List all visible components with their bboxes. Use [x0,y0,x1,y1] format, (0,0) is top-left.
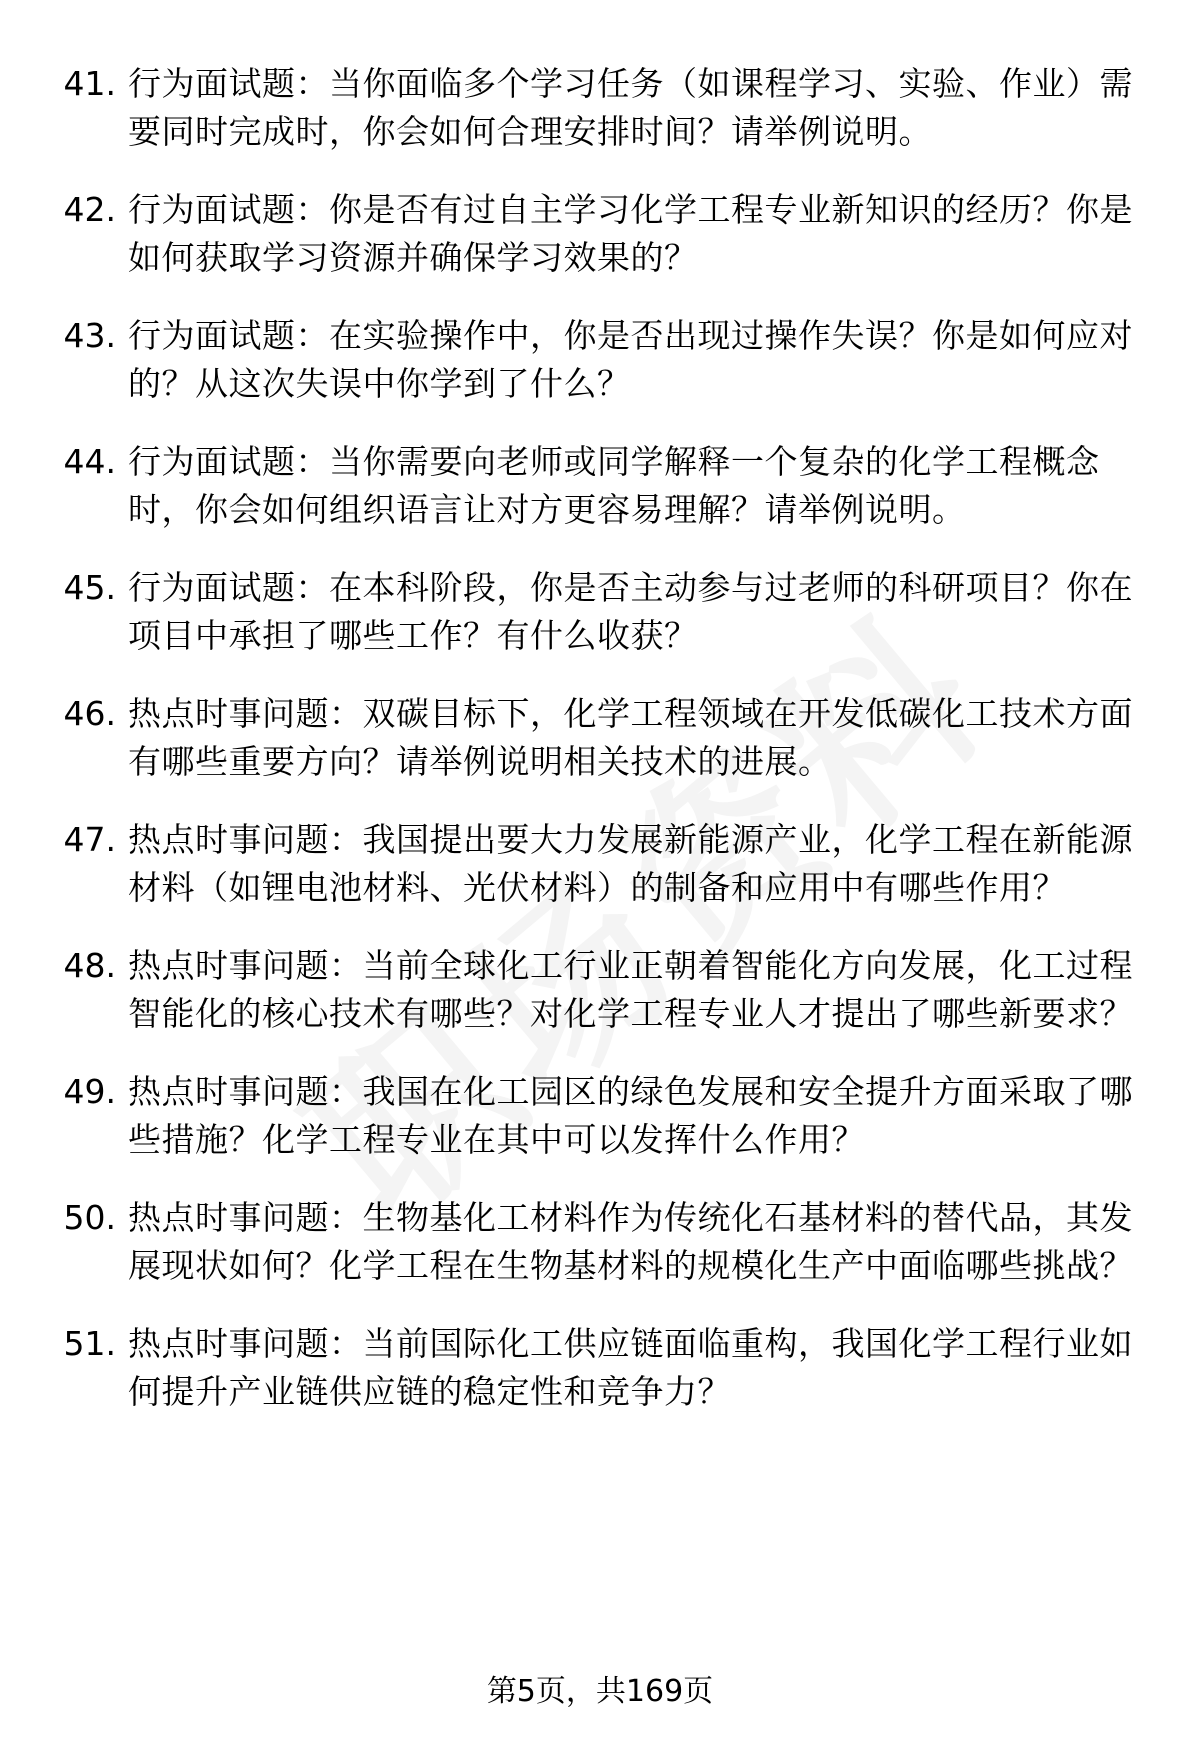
question-item [50,942,1150,1038]
question-number: 42. [63,190,116,229]
question-item [50,1068,1150,1164]
question-item [50,60,1150,156]
question-text: 行为面试题：你是否有过自主学习化学工程专业新知识的经历？你是如何获取学习资源并确保学习效果的？ [128,190,1133,277]
question-number: 45. [63,568,116,607]
question-text: 行为面试题：当你面临多个学习任务（如课程学习、实验、作业）需要同时完成时，你会如何合理安排时间？请举例说明。 [128,64,1133,151]
question-text: 热点时事问题：当前国际化工供应链面临重构，我国化学工程行业如何提升产业链供应链的稳定性和竞争力？ [128,1324,1133,1411]
question-item [50,1320,1150,1416]
question-number: 48. [63,946,116,985]
question-item [50,564,1150,660]
question-text: 热点时事问题：双碳目标下，化学工程领域在开发低碳化工技术方面有哪些重要方向？请举例说明相关技术的进展。 [128,694,1133,781]
question-number: 46. [63,694,116,733]
question-text: 行为面试题：当你需要向老师或同学解释一个复杂的化学工程概念时，你会如何组织语言让对方更容易理解？请举例说明。 [128,442,1100,529]
question-text: 热点时事问题：生物基化工材料作为传统化石基材料的替代品，其发展现状如何？化学工程在生物基材料的规模化生产中面临哪些挑战？ [128,1198,1133,1285]
question-item [50,1194,1150,1290]
question-number: 51. [63,1324,116,1363]
question-text: 行为面试题：在本科阶段，你是否主动参与过老师的科研项目？你在项目中承担了哪些工作？有什么收获？ [128,568,1133,655]
question-item [50,438,1150,534]
question-item [50,690,1150,786]
question-number: 41. [63,64,116,103]
question-text: 热点时事问题：我国在化工园区的绿色发展和安全提升方面采取了哪些措施？化学工程专业在其中可以发挥什么作用？ [128,1072,1133,1159]
question-list [50,60,1150,1446]
question-number: 43. [63,316,116,355]
question-text: 热点时事问题：当前全球化工行业正朝着智能化方向发展，化工过程智能化的核心技术有哪些？对化学工程专业人才提出了哪些新要求？ [128,946,1133,1033]
question-item [50,312,1150,408]
question-number: 44. [63,442,116,481]
question-text: 行为面试题：在实验操作中，你是否出现过操作失误？你是如何应对的？从这次失误中你学到了什么？ [128,316,1133,403]
question-item [50,186,1150,282]
question-number: 47. [63,820,116,859]
page-number-footer: 第5页，共169页 [486,1674,714,1709]
question-item [50,816,1150,912]
question-number: 50. [63,1198,116,1237]
question-number: 49. [63,1072,116,1111]
question-text: 热点时事问题：我国提出要大力发展新能源产业，化学工程在新能源材料（如锂电池材料、光伏材料）的制备和应用中有哪些作用？ [128,820,1133,907]
